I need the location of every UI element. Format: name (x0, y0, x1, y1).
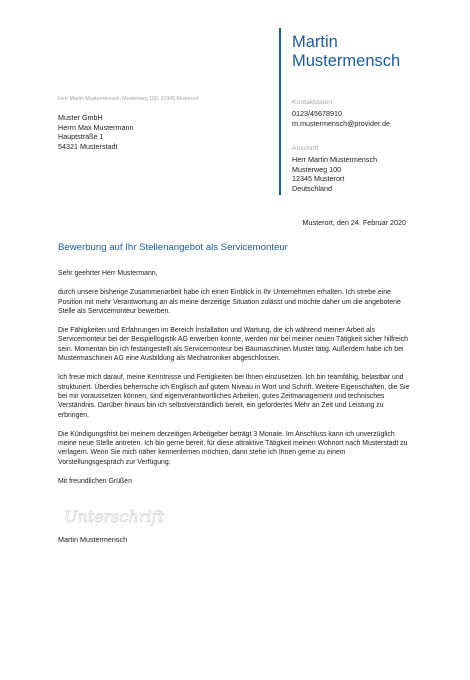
contact-label: Kontaktdaten (292, 99, 333, 106)
sender-first-name: Martin (292, 33, 338, 51)
salutation: Sehr geehrter Herr Mustermann, (58, 270, 158, 277)
address-country: Deutschland (292, 183, 332, 193)
letter-body (58, 269, 413, 496)
body-paragraph: Die Kündigungsfrist bei meinem derzeitigen Arbeitgeber beträgt 3 Monate. Im Anschluss kann ich unverzüglich meine neue Stelle antreten. Ich bin gerne bereit, für diese attraktive Tätigkeit meinen Wohnort nach Musterstadt zu verlagern. Wenn Sie mich näher kennenlernen möchten, dann stehe ich Ihnen gerne zu einem Vorstellungsgespräch zur Verfügung. (58, 430, 408, 466)
address-name: Herr Martin Mustermensch (292, 155, 378, 164)
letter-date: Musterort, den 24. Februar 2020 (302, 218, 406, 227)
return-address-line: Herr Martin Mustermensch, Musterweg 100, 12345 Musterort (58, 96, 199, 102)
contact-block (292, 109, 390, 128)
recipient-city: 54321 Musterstadt (58, 141, 118, 151)
signature-text: Unterschrift (64, 507, 164, 526)
signature-image (62, 505, 174, 529)
address-label: Anschrift (292, 145, 319, 152)
body-paragraph: Die Fähigkeiten und Erfahrungen im Bereich Installation und Wartung, die ich während meiner Arbeit als Servicemonteur bei der Beispiellogistik AG erwerben konnte, werden mir bei meiner neuen Tätigkeit sicher hilfreich sein. Momentan bin ich festangestellt als Servicemonteur bei Baumaschinen Muster tätig. Außerdem habe ich bei Mustermaschinen AG eine Ausbildung als Mechatroniker abgeschlossen. (58, 327, 408, 363)
address-street: Musterweg 100 (292, 164, 342, 174)
body-paragraph: Ich freue mich darauf, meine Kenntnisse und Fertigkeiten bei Ihnen einzusetzen. Ich bin teamfähig, belastbar und strukturiert. Überdies beherrsche ich Englisch auf gutem Niveau in Wort und Schrift. Weitere Eigenschaften, die Sie bei mir voraussetzen können, sind eigenverantwortliches Arbeiten, gutes Zeitmanagement und technisches Verständnis. Darüber hinaus bin ich selbstverständlich bereit, ein gefordertes Mehr an Zeit und Leistung zu erbringen. (58, 374, 410, 419)
sender-last-name: Mustermensch (292, 52, 401, 70)
recipient-address (58, 113, 134, 151)
contact-email: m.mustermensch@provider.de (292, 118, 390, 128)
signer-name: Martin Mustermensch (58, 535, 128, 544)
recipient-company: Muster GmbH (58, 113, 103, 122)
recipient-street: Hauptstraße 1 (58, 132, 104, 142)
closing: Mit freundlichen Grüßen (58, 478, 132, 486)
header-accent-line (279, 28, 281, 195)
contact-phone: 0123/45678910 (292, 109, 342, 118)
body-paragraph: durch unsere bisherige Zusammenarbeit habe ich einen Einblick in Ihr Unternehmen erhalten. Ich strebe eine Position mit mehr Verantwortung an als meine derzeitige Situation zulässt und möchte daher um die angebotene Stelle als Servicemonteur bewerben. (58, 289, 401, 315)
sender-name-heading (292, 33, 400, 71)
letter-subject: Bewerbung auf Ihr Stellenangebot als Servicemonteur (58, 242, 288, 253)
recipient-contact: Herrn Max Mustermann (58, 122, 134, 132)
address-city: 12345 Musterort (292, 174, 345, 184)
address-block (292, 155, 377, 193)
